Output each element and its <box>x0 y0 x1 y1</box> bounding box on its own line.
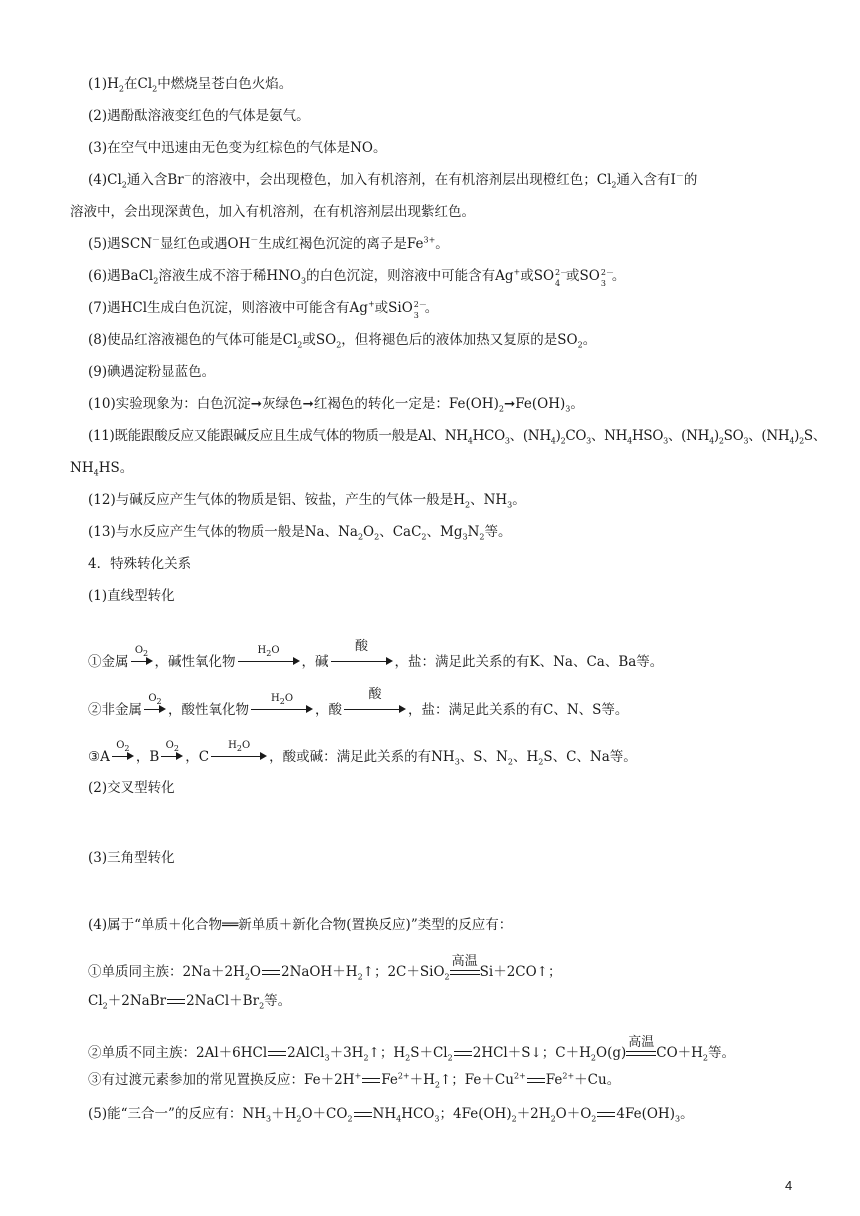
linear-row-1: ①金属 $O_2$ ，碱性氧化物 $H_2O$ ，碱 酸 ，盐：满足此关系的有K、Na、Ca、Ba等。 <box>88 639 664 670</box>
arrow-acid: 酸 <box>344 693 406 719</box>
item-5: (5)遇SCN－显红色或遇OH－生成红褐色沉淀的离子是$Fe^{3+}$。 <box>88 235 449 252</box>
section-4-heading: 4．特殊转化关系 <box>88 556 192 572</box>
subsection-combination: (5)能“三合一”的反应有：$NH_3+H_2O+CO_2$ $NH_4HCO_3$；$4Fe(OH)_2+2H_2O+O_2$ $4Fe(OH)_3$。 <box>88 1106 694 1124</box>
item-1: $(1)H_2$在$Cl_2$中燃烧呈苍白色火焰。 <box>88 76 293 94</box>
replacement-same-group-cont: $Cl_2+2NaBr$ $2NaCl+Br_2$等。 <box>88 993 292 1011</box>
item-8: (8)使品红溶液褪色的气体可能是$Cl_2$或$SO_2$，但将褪色后的液体加热又复原的是$SO_2$。 <box>88 332 597 350</box>
arrow-o2: $O_2$ <box>112 740 134 766</box>
arrow-o2: $O_2$ <box>161 740 183 766</box>
arrow-icon: ➞ <box>250 396 263 412</box>
page-number: 4 <box>785 1178 793 1193</box>
arrow-h2o: $H_2O$ <box>238 645 300 671</box>
item-13: (13)与水反应产生气体的物质一般是Na、$Na_2O_2$、CaC$_2$、$Mg_3N_2$等。 <box>88 524 512 542</box>
subsection-triangle: (3)三角型转化 <box>88 850 175 866</box>
linear-row-2: ②非金属 $O_2$ ，酸性氧化物 $H_2O$ ，酸 酸 ，盐：满足此关系的有C、N、S等。 <box>88 687 629 718</box>
arrow-acid: 酸 <box>331 645 393 671</box>
arrow-o2: $O_2$ <box>144 693 166 719</box>
arrow-icon: ➞ <box>302 396 314 412</box>
subsection-linear: (1)直线型转化 <box>88 588 175 604</box>
item-11-cont: $NH_4HS$。 <box>70 460 134 478</box>
subsection-replacement: (4)属于“单质＋化合物══新单质＋新化合物(置换反应)”类型的反应有： <box>88 917 513 933</box>
item-4-cont: 溶液中，会出现深黄色，加入有机溶剂，在有机溶剂层出现紫红色。 <box>70 204 475 220</box>
subsection-cross: (2)交叉型转化 <box>88 780 175 796</box>
item-3: (3)在空气中迅速由无色变为红棕色的气体是NO。 <box>88 140 387 156</box>
replacement-different-group: ②单质不同主族：2Al＋6HCl $2AlCl_3+3H_2↑$；$H_2S+Cl_2$ 2HCl＋S↓；$C+H_2O(g)$ 高温 $CO+H_2$等。 <box>88 1035 736 1063</box>
replacement-same-group: ①单质同主族：$2Na+2H_2O$ $2NaOH+H_2↑$；2C＋SiO$_2$ 高温 Si＋2CO↑； <box>88 954 562 982</box>
linear-row-3: ③A $O_2$ ，B $O_2$ ，C $H_2O$ ，酸或碱：满足此关系的有$NH_3$、S、$N_2$、$H_2S$、C、Na等。 <box>88 740 637 767</box>
item-9: (9)碘遇淀粉显蓝色。 <box>88 364 216 380</box>
item-12: (12)与碱反应产生气体的物质是铝、铵盐，产生的气体一般是$H_2$、$NH_3$。 <box>88 492 526 510</box>
item-6: (6)遇BaCl$_2$溶液生成不溶于稀$HNO_3$的白色沉淀，则溶液中可能含有Ag+或SO 2－ 4 或SO 2－ 3 。 <box>88 267 626 288</box>
item-10: (10)实验现象为：白色沉淀➞灰绿色➞红褐色的转化一定是：$Fe(OH)_2➞Fe(OH)_3$。 <box>88 396 584 414</box>
item-7: (7)遇HCl生成白色沉淀，则溶液中可能含有Ag+或SiO 2－ 3 。 <box>88 299 439 320</box>
arrow-h2o: $H_2O$ <box>251 693 313 719</box>
item-11: (11)既能跟酸反应又能跟碱反应且生成气体的物质一般是Al、$NH_4HCO_3$、$(NH_4)_2CO_3$、$NH_4HSO_3$、$(NH_4)_2SO_3$、$(NH_4)_2S$、 <box>88 428 827 446</box>
arrow-icon: ➞ <box>503 396 516 412</box>
item-2: (2)遇酚酞溶液变红色的气体是氨气。 <box>88 108 310 124</box>
item-4: $(4)Cl_2$通入含Br－的溶液中，会出现橙色，加入有机溶剂，在有机溶剂层出现橙红色；$Cl_2$通入含有I－的 <box>88 171 698 190</box>
replacement-transition: ③有过渡元素参加的常见置换反应：Fe＋2H+ $Fe^{2+}+H_2↑$；$Fe+Cu^{2+}$ $Fe^{2+}+Cu$。 <box>88 1071 621 1090</box>
arrow-o2: $O_2$ <box>131 645 153 671</box>
high-temp-equals: 高温 <box>626 1036 656 1062</box>
arrow-h2o: $H_2O$ <box>211 740 267 766</box>
high-temp-equals: 高温 <box>450 955 480 981</box>
